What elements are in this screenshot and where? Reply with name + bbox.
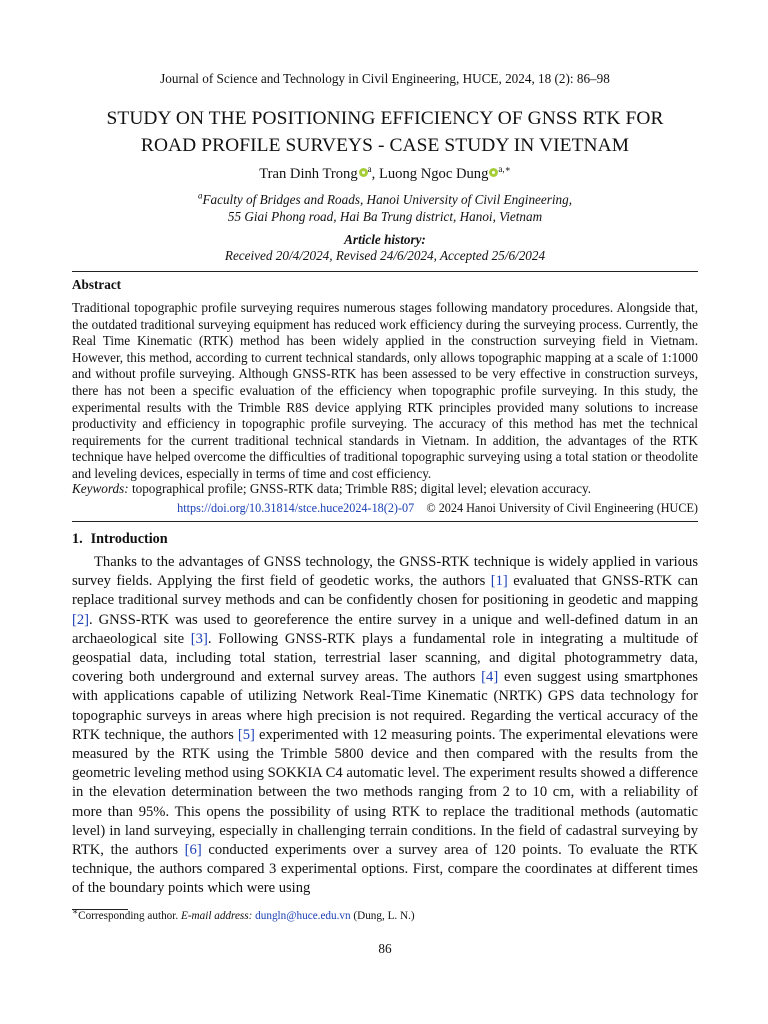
email-link[interactable]: dungln@huce.edu.vn [255, 910, 351, 922]
intro-text: . Following GNSS-RTK plays a fundamental role in integrating a multitude of geospatial data, including total station, terrestrial laser scanning, and digital photogrammetry data, covering both underground and external survey areas. The authors [72, 630, 698, 686]
section-number: 1. [72, 531, 83, 547]
author-2-affiliation-mark: a,∗ [498, 164, 511, 175]
citation-link[interactable]: [1] [490, 573, 508, 590]
section-title: Introduction [90, 531, 168, 547]
footnote [72, 906, 698, 922]
doi-link[interactable]: https://doi.org/10.31814/stce.huce2024-18(2)-07 [177, 501, 415, 515]
citation-link[interactable]: [2] [72, 611, 90, 628]
doi-line [72, 501, 698, 516]
abstract-heading: Abstract [72, 277, 122, 292]
author-1-affiliation-mark: a [367, 164, 372, 175]
citation-link[interactable]: [6] [184, 842, 202, 859]
orcid-icon[interactable] [359, 168, 368, 177]
intro-text: conducted experiments over a survey area of 120 points. To evaluate the RTK technique, the authors compared 3 experimental options. First, compare the coordinates at different times of the boundary points which were using [72, 842, 698, 897]
page-number: 86 [378, 941, 392, 956]
introduction-paragraph [72, 553, 698, 899]
orcid-icon[interactable] [489, 168, 498, 177]
author-list [72, 166, 698, 183]
affiliation-line-1: Faculty of Bridges and Roads, Hanoi University of Civil Engineering, [202, 192, 573, 207]
intro-text: . GNSS-RTK was used to georeference the entire survey in a unique and well-defined datum in an archaeological site [72, 611, 698, 647]
intro-text: even suggest using smartphones with applications capable of utilizing Network Real-Time Kinematic (NRTK) GPS data technology for topographic surveys in areas where high precision is not required. Regarding the vertical accuracy of the RTK technique, the authors [72, 669, 698, 743]
intro-text: Thanks to the advantages of GNSS technology, the GNSS-RTK technique is widely applied in various survey fields. Applying the first field of geodetic works, the authors [72, 554, 698, 590]
abstract-text: Traditional topographic profile surveying requires numerous stages following mandatory procedures. Alongside that, the outdated traditional surveying equipment has reduced work efficiency during the surveying process. Currently, the Real Time Kinematic (RTK) method has been widely applied in the construction surveying field in Vietnam. However, this method, according to current technical standards, only allows topographic mapping at a scale of 1:1000 and without profile surveying. Although GNSS-RTK has been assessed to be very effective in construction surveys, there has not been a specific evaluation of the efficiency when topographic profile surveying. In this study, the experimental results with the Trimble R8S device applying RTK principles provided many solutions to increase productivity and efficiency in topographic profile surveying. The accuracy of this method has met the technical requirements for the current traditional technical standards in Vietnam. In addition, the advantages of the RTK technique have helped overcome the difficulties of traditional topographic surveying using a total station or theodolite and leveling devices, especially in terms of time and cost efficiency. [72, 300, 698, 481]
citation-link[interactable]: [4] [481, 669, 499, 686]
intro-text: experimented with 12 measuring points. The experimental elevations were measured by the RTK using the Trimble 5800 device and then compared with the results from the geometric leveling method using SOKKIA C4 automatic level. The experiment results showed a difference in the elevation determination between the two methods ranging from 2 to 10 cm, with a reliability of more than 95%. This opens the possibility of using RTK to replace the traditional methods (automatic level) in land surveying, especially in challenging terrain conditions. In the field of cadastral surveying by RTK, the authors [72, 726, 699, 859]
keywords [72, 481, 698, 497]
affiliation-mark: a [197, 190, 203, 201]
keywords-label: Keywords: [72, 481, 129, 496]
keywords-text: topographical profile; GNSS-RTK data; Trimble R8S; digital level; elevation accuracy. [128, 481, 592, 496]
article-history-heading: Article history: [344, 232, 426, 247]
paper-title [72, 105, 698, 159]
email-label: E-mail address: [180, 910, 253, 922]
copyright-notice: © 2024 Hanoi University of Civil Engineering (HUCE) [426, 501, 698, 515]
author-1-name: Tran Dinh Trong [259, 166, 358, 182]
journal-header: Journal of Science and Technology in Civil Engineering, HUCE, 2024, 18 (2): 86–98 [160, 71, 610, 86]
abstract-top-rule [72, 271, 698, 272]
citation-link[interactable]: [3] [190, 630, 208, 647]
footnote-mark: ∗ [72, 906, 79, 917]
section-heading [72, 531, 168, 548]
paper-page [72, 0, 698, 1024]
citation-link[interactable]: [5] [237, 726, 255, 743]
title-line-2: ROAD PROFILE SURVEYS - CASE STUDY IN VIETNAM [140, 135, 630, 156]
intro-text: evaluated that GNSS-RTK can replace traditional survey methods and can be confidently chosen for positioning in geodetic and mapping [72, 573, 699, 609]
title-line-1: STUDY ON THE POSITIONING EFFICIENCY OF GNSS RTK FOR [106, 108, 664, 129]
author-2-name: Luong Ngoc Dung [378, 166, 489, 182]
affiliation-line-2: 55 Giai Phong road, Hai Ba Trung district, Hanoi, Vietnam [227, 209, 543, 224]
article-history-dates: Received 20/4/2024, Revised 24/6/2024, Accepted 25/6/2024 [224, 248, 546, 263]
footnote-prefix: Corresponding author. [78, 910, 181, 922]
footnote-suffix: (Dung, L. N.) [350, 910, 415, 922]
author-separator: , [371, 166, 379, 182]
affiliation [72, 191, 698, 225]
abstract-bottom-rule [72, 521, 698, 522]
